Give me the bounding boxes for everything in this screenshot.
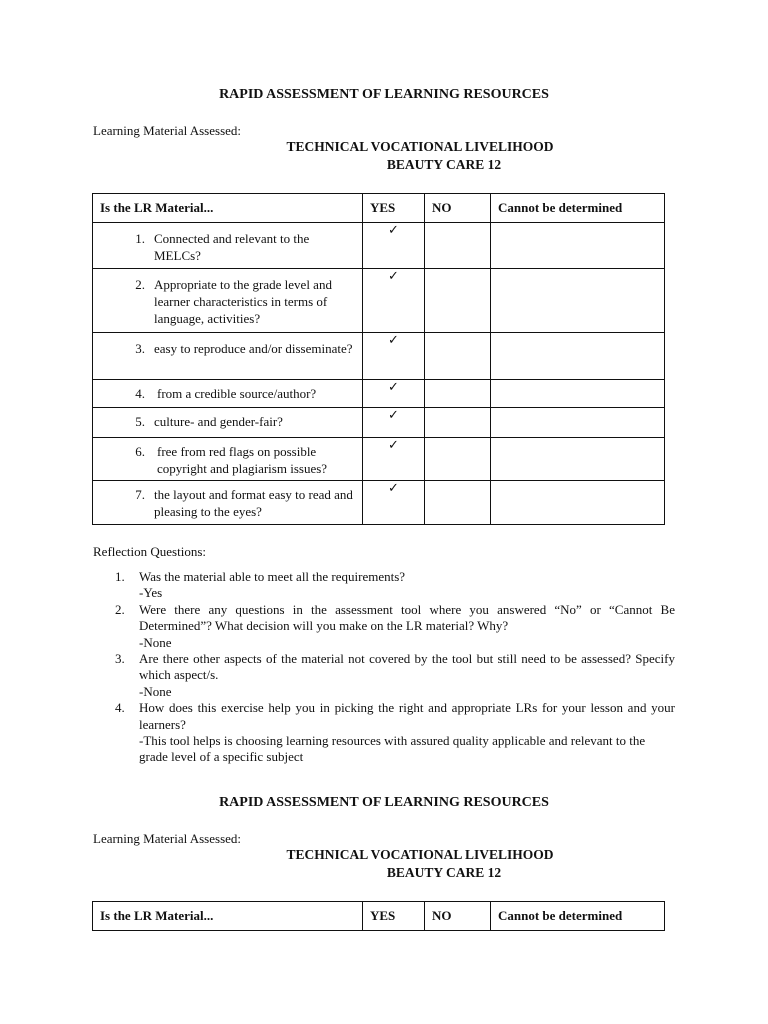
answer-text: -Yes bbox=[139, 585, 163, 601]
no-cell bbox=[425, 223, 491, 269]
row-text: Connected and relevant to the MELCs? bbox=[154, 231, 310, 263]
header-no: NO bbox=[425, 902, 491, 931]
row-text: easy to reproduce and/or disseminate? bbox=[154, 341, 353, 356]
check-icon: ✓ bbox=[363, 438, 425, 481]
check-icon: ✓ bbox=[363, 223, 425, 269]
question-number: 3. bbox=[115, 651, 125, 667]
reflection-label: Reflection Questions: bbox=[93, 544, 207, 559]
table-row bbox=[93, 481, 665, 525]
material-line-1: TECHNICAL VOCATIONAL LIVELIHOOD bbox=[286, 139, 554, 154]
cannot-cell bbox=[491, 380, 665, 408]
no-cell bbox=[425, 408, 491, 438]
list-item bbox=[115, 700, 675, 766]
row-number: 1. bbox=[135, 231, 145, 246]
check-icon: ✓ bbox=[363, 269, 425, 333]
row-number: 6. bbox=[135, 444, 145, 459]
row-number: 2. bbox=[135, 277, 145, 292]
table-header-row bbox=[93, 194, 665, 223]
row-number: 5. bbox=[135, 414, 145, 429]
question-number: 4. bbox=[115, 700, 125, 716]
no-cell bbox=[425, 333, 491, 380]
row-text: Appropriate to the grade level and learner characteristics in terms of language, activities? bbox=[154, 277, 332, 326]
material-line-2: BEAUTY CARE 12 bbox=[386, 157, 502, 172]
table-row bbox=[93, 438, 665, 481]
cannot-cell bbox=[491, 438, 665, 481]
answer-text: -None bbox=[139, 634, 172, 650]
question-text: How does this exercise help you in picking the right and appropriate LRs for your lesson and your learners? bbox=[139, 700, 675, 732]
row-text: from a credible source/author? bbox=[157, 386, 317, 401]
table-row bbox=[93, 408, 665, 438]
row-number: 3. bbox=[135, 341, 145, 356]
row-number: 4. bbox=[135, 386, 145, 401]
header-yes: YES bbox=[363, 194, 425, 223]
question-number: 1. bbox=[115, 569, 125, 584]
question-text: Were there any questions in the assessment tool where you answered “No” or “Cannot Be Determined”? What decision will you make on the LR material? Why? bbox=[139, 601, 675, 634]
row-number: 7. bbox=[135, 487, 145, 502]
header-material: Is the LR Material... bbox=[93, 194, 363, 223]
header-cannot-determine: Cannot be determined bbox=[491, 902, 665, 931]
no-cell bbox=[425, 380, 491, 408]
row-text: free from red flags on possible copyright and plagiarism issues? bbox=[157, 444, 328, 476]
cannot-cell bbox=[491, 408, 665, 438]
header-yes: YES bbox=[363, 902, 425, 931]
cannot-cell bbox=[491, 223, 665, 269]
material-line-1-repeat: TECHNICAL VOCATIONAL LIVELIHOOD bbox=[286, 847, 554, 862]
header-no: NO bbox=[425, 194, 491, 223]
header-material: Is the LR Material... bbox=[93, 902, 363, 931]
header-cannot-determine: Cannot be determined bbox=[491, 194, 665, 223]
material-line-2-repeat: BEAUTY CARE 12 bbox=[386, 865, 502, 880]
no-cell bbox=[425, 269, 491, 333]
question-text: Was the material able to meet all the requirements? bbox=[139, 569, 406, 584]
check-icon: ✓ bbox=[363, 333, 425, 380]
page-title: RAPID ASSESSMENT OF LEARNING RESOURCES bbox=[219, 87, 549, 102]
table-row bbox=[93, 380, 665, 408]
reflection-list bbox=[115, 569, 675, 766]
material-label: Learning Material Assessed: bbox=[93, 123, 242, 138]
assessment-table bbox=[92, 193, 665, 525]
answer-text: -This tool helps is choosing learning resources with assured quality applicable and relevant to the grade level of a specific subject bbox=[139, 733, 646, 765]
cannot-cell bbox=[491, 333, 665, 380]
row-text: culture- and gender-fair? bbox=[154, 414, 283, 429]
row-text: the layout and format easy to read and pleasing to the eyes? bbox=[154, 487, 353, 519]
check-icon: ✓ bbox=[363, 481, 425, 525]
list-item bbox=[115, 569, 675, 602]
table-row bbox=[93, 269, 665, 333]
no-cell bbox=[425, 438, 491, 481]
cannot-cell bbox=[491, 269, 665, 333]
table-row bbox=[93, 223, 665, 269]
no-cell bbox=[425, 481, 491, 525]
assessment-table-repeat bbox=[92, 901, 665, 931]
check-icon: ✓ bbox=[363, 408, 425, 438]
cannot-cell bbox=[491, 481, 665, 525]
page-title-repeat: RAPID ASSESSMENT OF LEARNING RESOURCES bbox=[219, 795, 549, 810]
question-text: Are there other aspects of the material not covered by the tool but still need to be assessed? Specify which aspect/s. bbox=[139, 651, 675, 683]
answer-text: -None bbox=[139, 683, 172, 699]
list-item bbox=[115, 651, 675, 700]
table-row bbox=[93, 333, 665, 380]
question-number: 2. bbox=[115, 601, 125, 617]
list-item bbox=[115, 602, 675, 651]
material-label-repeat: Learning Material Assessed: bbox=[93, 831, 242, 846]
table-header-row bbox=[93, 902, 665, 931]
check-icon: ✓ bbox=[363, 380, 425, 408]
